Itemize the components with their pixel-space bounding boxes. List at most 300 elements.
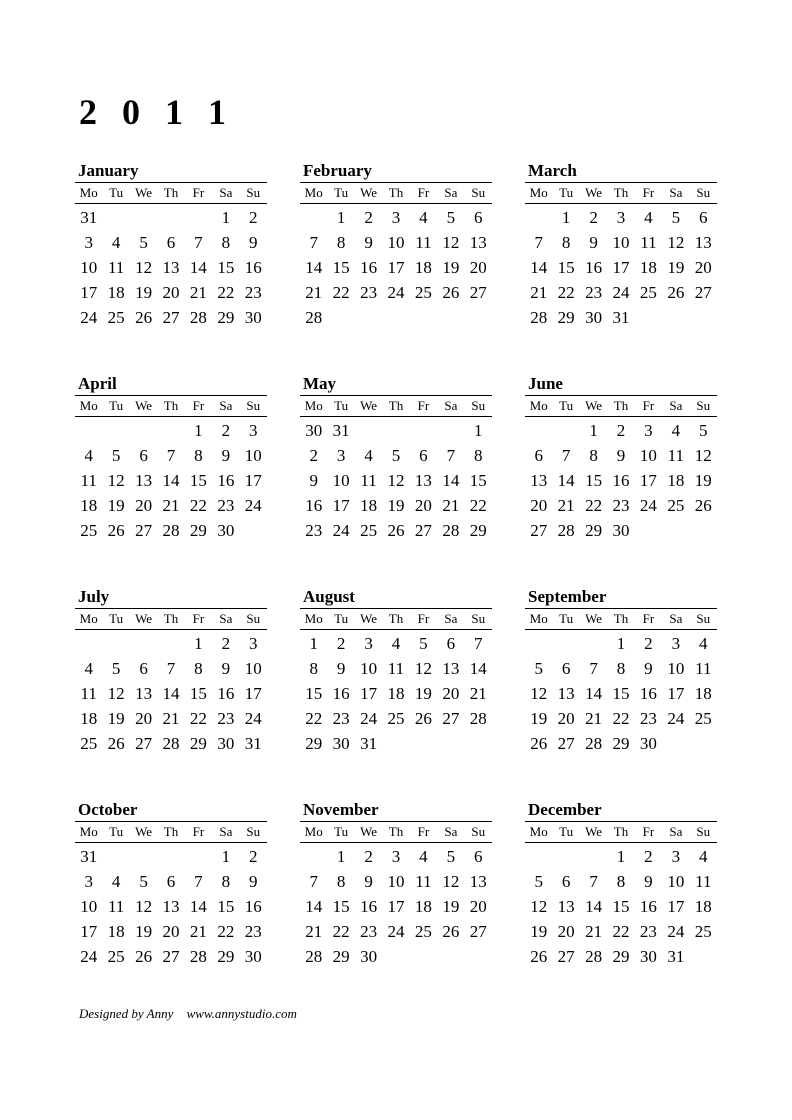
day-cell: 9 <box>616 446 626 465</box>
day-cell: 14 <box>189 258 207 277</box>
website-link[interactable]: www.annystudio.com <box>186 1006 297 1021</box>
day-grid <box>75 205 267 330</box>
day-cell: 14 <box>162 684 180 703</box>
day-cell: 13 <box>530 471 548 490</box>
day-cell: 6 <box>561 872 571 891</box>
weekday-label: Th <box>163 824 179 839</box>
weekday-label: Tu <box>559 611 574 626</box>
day-cell: 15 <box>189 684 207 703</box>
day-cell: 23 <box>217 496 235 515</box>
day-cell: 10 <box>244 659 262 678</box>
day-cell: 24 <box>387 283 405 302</box>
day-cell: 13 <box>694 233 712 252</box>
weekday-label: Fr <box>642 185 655 200</box>
day-cell: 21 <box>469 684 487 703</box>
month-name: June <box>528 374 563 393</box>
day-cell: 28 <box>557 521 575 540</box>
day-cell: 28 <box>585 947 603 966</box>
day-cell: 15 <box>305 684 323 703</box>
weekday-label: Sa <box>444 185 458 200</box>
day-grid <box>525 418 717 543</box>
day-cell: 16 <box>244 897 262 916</box>
day-cell: 30 <box>244 308 262 327</box>
weekday-label: Tu <box>334 824 349 839</box>
day-cell: 23 <box>639 709 657 728</box>
day-cell: 27 <box>557 947 575 966</box>
day-cell: 23 <box>244 283 262 302</box>
day-cell: 18 <box>107 283 125 302</box>
weekday-label: Tu <box>109 824 124 839</box>
day-cell: 20 <box>135 496 153 515</box>
day-cell: 13 <box>162 897 180 916</box>
day-cell: 26 <box>107 521 125 540</box>
weekday-label: Su <box>246 185 261 200</box>
weekday-label: Tu <box>109 185 124 200</box>
day-cell: 17 <box>639 471 657 490</box>
day-cell: 2 <box>589 208 598 227</box>
day-cell: 15 <box>612 897 630 916</box>
empty-cell <box>300 844 327 869</box>
day-cell: 21 <box>305 283 323 302</box>
day-cell: 17 <box>387 258 405 277</box>
day-cell: 17 <box>332 496 350 515</box>
day-cell: 27 <box>469 283 487 302</box>
weekday-label: Mo <box>79 824 98 839</box>
day-cell: 15 <box>217 897 235 916</box>
day-cell: 13 <box>414 471 432 490</box>
month-name: September <box>528 587 607 606</box>
day-cell: 8 <box>336 872 346 891</box>
day-cell: 7 <box>309 233 318 252</box>
day-cell: 2 <box>249 208 258 227</box>
day-cell: 4 <box>419 847 428 866</box>
month-october <box>75 799 267 1012</box>
day-cell: 19 <box>530 709 548 728</box>
day-cell: 25 <box>414 283 432 302</box>
day-cell: 27 <box>414 521 432 540</box>
empty-cell <box>552 631 579 656</box>
day-cell: 21 <box>189 922 207 941</box>
day-cell: 30 <box>217 734 235 753</box>
weekday-label: Fr <box>642 398 655 413</box>
day-cell: 26 <box>442 922 460 941</box>
empty-cell <box>157 205 184 230</box>
weekday-label: Fr <box>417 185 430 200</box>
day-cell: 22 <box>305 709 323 728</box>
day-cell: 15 <box>557 258 575 277</box>
day-cell: 14 <box>305 897 323 916</box>
weekday-label: Th <box>613 398 629 413</box>
day-cell: 31 <box>612 308 630 327</box>
empty-cell <box>157 418 184 443</box>
day-cell: 10 <box>639 446 657 465</box>
day-cell: 25 <box>360 521 378 540</box>
month-august <box>300 586 492 799</box>
day-cell: 16 <box>217 684 235 703</box>
empty-cell <box>185 205 212 230</box>
day-cell: 18 <box>360 496 378 515</box>
weekday-label: Tu <box>334 185 349 200</box>
day-cell: 8 <box>616 872 626 891</box>
weekday-label: Su <box>696 824 711 839</box>
month-december <box>525 799 717 1012</box>
day-cell: 8 <box>561 233 571 252</box>
day-cell: 8 <box>194 659 203 678</box>
day-cell: 22 <box>217 922 235 941</box>
weekday-label: Mo <box>79 611 98 626</box>
day-cell: 11 <box>80 471 97 490</box>
day-cell: 27 <box>135 734 153 753</box>
day-cell: 29 <box>217 308 235 327</box>
day-cell: 29 <box>469 521 487 540</box>
day-cell: 9 <box>221 659 231 678</box>
weekday-header <box>75 821 267 843</box>
day-cell: 18 <box>694 897 712 916</box>
day-cell: 24 <box>612 283 630 302</box>
day-cell: 23 <box>332 709 350 728</box>
day-cell: 9 <box>309 471 318 490</box>
day-cell: 17 <box>244 471 262 490</box>
weekday-label: Th <box>613 185 629 200</box>
day-cell: 3 <box>391 208 401 227</box>
day-cell: 3 <box>249 634 258 653</box>
day-cell: 25 <box>694 709 712 728</box>
weekday-header <box>525 395 717 417</box>
weekday-label: Tu <box>559 398 574 413</box>
day-cell: 11 <box>387 659 405 678</box>
day-cell: 10 <box>387 233 405 252</box>
day-cell: 28 <box>585 734 603 753</box>
weekday-label: We <box>585 185 603 200</box>
day-cell: 7 <box>166 659 176 678</box>
day-cell: 7 <box>446 446 456 465</box>
weekday-label: Mo <box>529 824 548 839</box>
weekday-label: We <box>585 611 603 626</box>
day-cell: 6 <box>166 872 176 891</box>
day-cell: 15 <box>217 258 235 277</box>
weekday-label: Mo <box>304 398 323 413</box>
day-cell: 20 <box>162 922 180 941</box>
empty-cell <box>382 418 409 443</box>
weekday-label: Mo <box>304 824 323 839</box>
day-cell: 3 <box>671 634 681 653</box>
day-cell: 13 <box>135 471 153 490</box>
day-cell: 1 <box>616 634 626 653</box>
day-cell: 14 <box>557 471 575 490</box>
month-september <box>525 586 717 799</box>
month-name: November <box>303 800 379 819</box>
day-cell: 6 <box>139 659 148 678</box>
weekday-label: Su <box>696 185 711 200</box>
day-cell: 8 <box>221 872 231 891</box>
day-cell: 16 <box>612 471 630 490</box>
day-cell: 19 <box>107 496 125 515</box>
day-cell: 4 <box>111 872 121 891</box>
weekday-label: Fr <box>642 824 655 839</box>
day-cell: 22 <box>332 283 350 302</box>
day-cell: 5 <box>671 208 681 227</box>
day-cell: 12 <box>442 233 460 252</box>
day-cell: 5 <box>446 847 456 866</box>
empty-cell <box>130 844 157 869</box>
day-cell: 25 <box>107 947 125 966</box>
day-cell: 9 <box>589 233 598 252</box>
day-cell: 13 <box>442 659 460 678</box>
day-cell: 3 <box>391 847 401 866</box>
day-cell: 17 <box>667 897 685 916</box>
day-cell: 26 <box>442 283 460 302</box>
weekday-label: Fr <box>417 611 430 626</box>
day-cell: 9 <box>364 872 373 891</box>
day-cell: 14 <box>442 471 460 490</box>
day-grid <box>75 631 267 756</box>
day-cell: 2 <box>364 208 373 227</box>
day-cell: 25 <box>414 922 432 941</box>
empty-cell <box>525 205 552 230</box>
weekday-label: Su <box>696 611 711 626</box>
weekday-label: Sa <box>669 398 683 413</box>
weekday-label: Tu <box>109 611 124 626</box>
weekday-label: Fr <box>192 824 205 839</box>
day-cell: 25 <box>667 496 685 515</box>
day-cell: 23 <box>305 521 323 540</box>
day-cell: 9 <box>249 872 258 891</box>
day-cell: 11 <box>695 659 712 678</box>
day-cell: 3 <box>616 208 626 227</box>
day-cell: 11 <box>80 684 97 703</box>
day-cell: 12 <box>530 897 548 916</box>
day-cell: 11 <box>415 233 432 252</box>
day-cell: 31 <box>80 208 98 227</box>
month-may <box>300 373 492 586</box>
day-cell: 14 <box>305 258 323 277</box>
day-cell: 13 <box>469 233 487 252</box>
day-cell: 22 <box>189 709 207 728</box>
month-january <box>75 160 267 373</box>
day-cell: 20 <box>557 709 575 728</box>
day-cell: 28 <box>189 947 207 966</box>
day-cell: 12 <box>694 446 712 465</box>
empty-cell <box>102 844 129 869</box>
day-cell: 23 <box>639 922 657 941</box>
day-cell: 27 <box>162 308 180 327</box>
month-june <box>525 373 717 586</box>
weekday-label: Su <box>696 398 711 413</box>
day-cell: 5 <box>111 659 121 678</box>
weekday-label: Mo <box>304 611 323 626</box>
day-cell: 17 <box>387 897 405 916</box>
weekday-label: Th <box>388 824 404 839</box>
empty-cell <box>525 631 552 656</box>
empty-cell <box>157 844 184 869</box>
day-cell: 28 <box>442 521 460 540</box>
day-cell: 25 <box>387 709 405 728</box>
day-cell: 7 <box>561 446 571 465</box>
day-cell: 21 <box>585 709 603 728</box>
day-cell: 13 <box>557 684 575 703</box>
day-cell: 28 <box>305 947 323 966</box>
empty-cell <box>130 418 157 443</box>
day-cell: 4 <box>84 659 93 678</box>
day-cell: 24 <box>667 709 685 728</box>
day-cell: 5 <box>139 872 148 891</box>
day-cell: 12 <box>414 659 432 678</box>
day-cell: 29 <box>612 947 630 966</box>
day-cell: 21 <box>162 496 180 515</box>
day-cell: 9 <box>644 872 653 891</box>
day-cell: 29 <box>305 734 323 753</box>
weekday-label: Sa <box>219 824 233 839</box>
day-cell: 4 <box>364 446 373 465</box>
day-cell: 30 <box>332 734 350 753</box>
day-cell: 26 <box>135 308 153 327</box>
day-cell: 15 <box>469 471 487 490</box>
day-cell: 6 <box>474 847 483 866</box>
day-cell: 1 <box>221 208 231 227</box>
empty-cell <box>75 631 102 656</box>
weekday-label: Th <box>388 185 404 200</box>
empty-cell <box>75 418 102 443</box>
day-cell: 20 <box>557 922 575 941</box>
day-cell: 29 <box>332 947 350 966</box>
day-cell: 10 <box>80 258 98 277</box>
day-cell: 10 <box>667 659 685 678</box>
weekday-label: Th <box>388 398 404 413</box>
day-cell: 14 <box>530 258 548 277</box>
day-cell: 18 <box>414 258 432 277</box>
day-cell: 17 <box>612 258 630 277</box>
weekday-label: Th <box>613 611 629 626</box>
day-cell: 25 <box>80 734 98 753</box>
day-grid <box>300 631 492 756</box>
weekday-label: Mo <box>529 185 548 200</box>
month-name: February <box>303 161 372 180</box>
day-cell: 22 <box>332 922 350 941</box>
weekday-label: Mo <box>304 185 323 200</box>
weekday-label: Mo <box>79 185 98 200</box>
weekday-label: We <box>585 398 603 413</box>
day-cell: 24 <box>332 521 350 540</box>
month-name: April <box>78 374 117 393</box>
day-cell: 12 <box>530 684 548 703</box>
empty-cell <box>437 418 464 443</box>
month-march <box>525 160 717 373</box>
day-cell: 28 <box>189 308 207 327</box>
day-cell: 10 <box>667 872 685 891</box>
day-cell: 1 <box>309 634 318 653</box>
weekday-label: Tu <box>334 611 349 626</box>
months-grid <box>75 160 717 1012</box>
day-cell: 14 <box>585 684 603 703</box>
day-cell: 26 <box>694 496 712 515</box>
empty-cell <box>552 418 579 443</box>
weekday-label: Tu <box>109 398 124 413</box>
day-cell: 13 <box>135 684 153 703</box>
day-cell: 22 <box>612 922 630 941</box>
day-cell: 16 <box>585 258 603 277</box>
weekday-label: Sa <box>219 398 233 413</box>
day-cell: 12 <box>442 872 460 891</box>
weekday-label: Th <box>163 185 179 200</box>
day-grid <box>300 418 492 543</box>
day-grid <box>75 418 267 543</box>
day-cell: 7 <box>194 233 203 252</box>
weekday-label: We <box>360 398 378 413</box>
empty-cell <box>102 631 129 656</box>
day-cell: 23 <box>217 709 235 728</box>
weekday-header <box>75 395 267 417</box>
day-cell: 30 <box>639 947 657 966</box>
day-cell: 21 <box>585 922 603 941</box>
month-name: August <box>303 587 355 606</box>
weekday-label: Su <box>471 611 486 626</box>
day-cell: 7 <box>589 872 598 891</box>
weekday-label: Mo <box>529 611 548 626</box>
weekday-label: Fr <box>192 185 205 200</box>
day-cell: 28 <box>162 734 180 753</box>
month-april <box>75 373 267 586</box>
day-cell: 28 <box>305 308 323 327</box>
day-cell: 5 <box>534 659 543 678</box>
day-cell: 14 <box>162 471 180 490</box>
weekday-label: Sa <box>669 611 683 626</box>
weekday-header <box>300 182 492 204</box>
weekday-label: We <box>135 611 153 626</box>
day-cell: 21 <box>530 283 548 302</box>
month-name: October <box>78 800 138 819</box>
day-cell: 5 <box>111 446 121 465</box>
day-cell: 16 <box>360 258 378 277</box>
day-cell: 25 <box>80 521 98 540</box>
day-cell: 5 <box>139 233 148 252</box>
day-cell: 20 <box>694 258 712 277</box>
weekday-header <box>300 395 492 417</box>
day-cell: 24 <box>244 709 262 728</box>
day-cell: 9 <box>336 659 346 678</box>
day-cell: 15 <box>585 471 603 490</box>
weekday-label: We <box>585 824 603 839</box>
day-cell: 18 <box>387 684 405 703</box>
day-cell: 23 <box>360 922 378 941</box>
day-cell: 27 <box>162 947 180 966</box>
day-cell: 19 <box>530 922 548 941</box>
day-cell: 7 <box>309 872 318 891</box>
empty-cell <box>580 844 607 869</box>
day-cell: 3 <box>249 421 258 440</box>
weekday-header <box>75 182 267 204</box>
day-cell: 9 <box>364 233 373 252</box>
day-cell: 13 <box>557 897 575 916</box>
day-cell: 7 <box>166 446 176 465</box>
day-cell: 11 <box>640 233 657 252</box>
day-cell: 2 <box>616 421 626 440</box>
month-name: January <box>78 161 139 180</box>
empty-cell <box>157 631 184 656</box>
day-cell: 18 <box>80 709 98 728</box>
month-february <box>300 160 492 373</box>
day-cell: 16 <box>639 684 657 703</box>
day-cell: 27 <box>557 734 575 753</box>
day-cell: 5 <box>419 634 428 653</box>
empty-cell <box>130 205 157 230</box>
day-cell: 1 <box>474 421 483 440</box>
day-cell: 20 <box>530 496 548 515</box>
day-cell: 16 <box>639 897 657 916</box>
day-cell: 30 <box>244 947 262 966</box>
day-cell: 13 <box>162 258 180 277</box>
month-name: July <box>78 587 110 606</box>
day-cell: 13 <box>469 872 487 891</box>
